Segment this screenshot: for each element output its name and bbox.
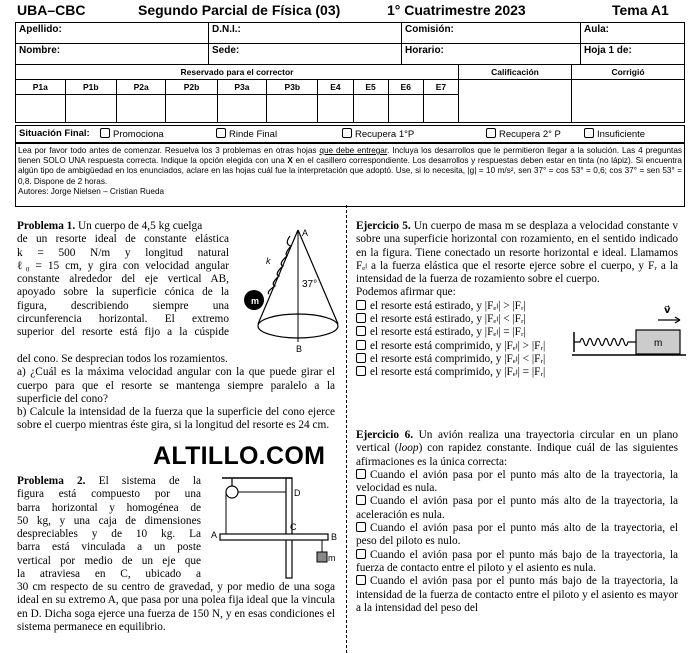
cone-figure bbox=[236, 220, 344, 355]
point-a-label: A bbox=[211, 530, 218, 540]
name-field[interactable]: Nombre: bbox=[16, 44, 209, 65]
instructions-x: X bbox=[287, 156, 293, 166]
exercise6-text: ) con rapidez constante. Indique cuál de las siguientes afirmaciones es la única correcta: bbox=[356, 442, 678, 468]
instructions-text: . Incluya los desarrollos que le permitieron llegar a la solución. Las 4 preguntas tienen SOLO UNA respuesta correcta. Indique la opción elegida con una bbox=[18, 146, 682, 166]
classroom-field[interactable]: Aula: bbox=[581, 23, 685, 44]
reserved-label: Reservado para el corrector bbox=[16, 65, 459, 80]
problem1-body bbox=[17, 353, 335, 433]
spring-block-figure bbox=[568, 302, 688, 364]
score-cell[interactable] bbox=[318, 95, 353, 123]
problem1-line: constante alrededor del eje vertical AB, bbox=[17, 273, 229, 286]
problem2-intro bbox=[17, 475, 201, 581]
score-cell[interactable] bbox=[388, 95, 423, 123]
grade-cell[interactable] bbox=[459, 80, 572, 123]
spring-icon bbox=[574, 339, 636, 346]
problem1-line: del cono. Se desprecian todos los rozamientos. bbox=[17, 353, 228, 365]
commission-field[interactable]: Comisión: bbox=[402, 23, 581, 44]
problem2-line: barra está vinculada a un poste bbox=[17, 541, 201, 554]
watermark-logo: ALTILLO.COM bbox=[153, 442, 326, 470]
grade-item: P2a bbox=[116, 80, 166, 95]
institution-label: UBA–CBC bbox=[17, 2, 86, 18]
checkbox-icon[interactable] bbox=[356, 300, 366, 310]
exercise5-option[interactable]: el resorte está estirado, y |Fₑₗ| < |Fᵣ| bbox=[356, 313, 678, 326]
checkbox-icon[interactable] bbox=[356, 522, 366, 532]
point-a-label: A bbox=[302, 228, 309, 238]
exercise6-option[interactable]: Cuando el avión pasa por el punto más bajo de la trayectoria, la intensidad de la fuerza de contacto entre el piloto y el asiento es mayor a la intensidad del peso del bbox=[356, 575, 678, 614]
problem2-line: El sistema de la bbox=[98, 475, 201, 487]
exercise6-option[interactable]: Cuando el avión pasa por el punto más alto de la trayectoria, el peso del piloto es nulo. bbox=[356, 522, 678, 548]
instructions-text: en el casillero correspondiente. Los desarrollos y respuestas deben estar en tinta (no lápiz). Si encuentra algún tipo de ambigüedad en los enunciados, aclare en las hojas cuál fue la interpretación que adoptó. Use, si lo necesita, |g| = 10 m/s², sen 37° = cos 53° = 0,6; cos 37° = sen 53° = 0,8. Dispone de 2 horas. bbox=[18, 156, 682, 186]
instructions-text: Lea por favor todo antes de comenzar. Resuelva los 3 problemas en otras hojas bbox=[18, 146, 320, 155]
problem2-line: la atraviesa en C, ubicado a bbox=[17, 568, 201, 581]
exercise6-option[interactable]: Cuando el avión pasa por el punto más alto de la trayectoria, la velocidad es nula. bbox=[356, 468, 678, 495]
problem1-intro bbox=[17, 220, 229, 340]
schedule-field[interactable]: Horario: bbox=[402, 44, 581, 65]
exercise5-option[interactable]: el resorte está estirado, y |Fₑₗ| > |Fᵣ| bbox=[356, 300, 678, 313]
score-cell[interactable] bbox=[65, 95, 116, 123]
grade-item: P3a bbox=[217, 80, 267, 95]
exercise5-title: Ejercicio 5. bbox=[356, 220, 411, 232]
grade-item: P1b bbox=[65, 80, 116, 95]
point-d-label: D bbox=[294, 488, 301, 498]
mass-label: m bbox=[251, 296, 260, 306]
grade-item: P2b bbox=[166, 80, 217, 95]
grade-item: E4 bbox=[318, 80, 353, 95]
checkbox-icon[interactable] bbox=[356, 313, 366, 323]
score-cell[interactable] bbox=[267, 95, 318, 123]
checkbox-icon[interactable] bbox=[356, 549, 366, 559]
problem2-body bbox=[17, 581, 335, 634]
checkbox-icon[interactable] bbox=[356, 340, 366, 350]
problem1-line: de un resorte ideal de constante elástica bbox=[17, 233, 229, 246]
problem1-line: superior del resorte está fijo a la cúspide bbox=[17, 326, 229, 339]
score-cell[interactable] bbox=[116, 95, 166, 123]
problem2-continuation: 30 cm respecto de su centro de gravedad, y por medio de una soga ideal en su extremo A, que pasa por una polea fija ideal que la vincula en D. Dicha soga ejerce una fuerza de 150 N, y en esas condiciones el sistema permanece en equilibrio. bbox=[17, 581, 335, 633]
grade-item: E7 bbox=[423, 80, 458, 95]
checkbox-icon[interactable] bbox=[486, 128, 496, 138]
theme-label: Tema A1 bbox=[612, 2, 669, 18]
pulley-icon bbox=[226, 486, 238, 498]
exam-header bbox=[0, 0, 700, 22]
exercise5-option[interactable]: el resorte está comprimido, y |Fₑₗ| = |Fᵣ| bbox=[356, 366, 678, 379]
corrector-label: Corrigió bbox=[572, 65, 685, 80]
score-cell[interactable] bbox=[423, 95, 458, 123]
problem1-line: figura, describiendo siempre una bbox=[17, 299, 229, 312]
problem2-line: vertical por medio de un eje que bbox=[17, 554, 201, 567]
grade-item: E6 bbox=[388, 80, 423, 95]
exercise5-option[interactable]: el resorte está comprimido, y |Fₑₗ| > |Fᵣ| bbox=[356, 340, 678, 353]
grading-table bbox=[15, 64, 685, 123]
checkbox-icon[interactable] bbox=[584, 128, 594, 138]
corrector-cell[interactable] bbox=[572, 80, 685, 123]
checkbox-icon[interactable] bbox=[356, 366, 366, 376]
exercise6-title: Ejercicio 6. bbox=[356, 429, 414, 441]
checkbox-icon[interactable] bbox=[356, 353, 366, 363]
point-c-label: C bbox=[290, 522, 297, 532]
campus-field[interactable]: Sede: bbox=[209, 44, 402, 65]
exercise6-text: Un avión realiza una trayectoria circular en un plano vertical ( bbox=[356, 429, 678, 455]
grade-item: P1a bbox=[16, 80, 66, 95]
final-status-label: Situación Final: bbox=[19, 128, 90, 139]
problem1-line: circunferencia horizontal. El extremo bbox=[17, 313, 229, 326]
checkbox-icon[interactable] bbox=[356, 469, 366, 479]
exercise6-block bbox=[356, 429, 678, 615]
problem2-title: Problema 2. bbox=[17, 475, 86, 487]
problem1-title: Problema 1. bbox=[17, 220, 76, 232]
grade-item: E5 bbox=[353, 80, 388, 95]
exercise5-option[interactable]: el resorte está comprimido, y |Fₑₗ| < |Fᵣ| bbox=[356, 353, 678, 366]
problem1-line: ℓ₀ = 15 cm, y gira con velocidad angular bbox=[17, 259, 229, 272]
authors-line: Autores: Jorge Nielsen – Cristian Rueda bbox=[18, 186, 165, 196]
checkbox-icon[interactable] bbox=[100, 128, 110, 138]
box-label: m bbox=[328, 553, 336, 563]
grade-label: Calificación bbox=[459, 65, 572, 80]
status-option-insuficiente[interactable]: Insuficiente bbox=[584, 128, 645, 140]
sheet-field[interactable]: Hoja 1 de: bbox=[581, 44, 685, 65]
exercise5-prompt: Podemos afirmar que: bbox=[356, 286, 456, 299]
problem2-line: despreciables y de 10 kg. La bbox=[17, 528, 201, 541]
point-b-label: B bbox=[296, 344, 303, 354]
bar-pulley-figure bbox=[204, 474, 344, 582]
problem1-part-b: b) Calcule la intensidad de la fuerza que la superficie del cono ejerce sobre el cuerpo mientras éste gira, si la longitud del resorte es 24 cm. bbox=[17, 406, 335, 432]
status-option-recupera-2[interactable]: Recupera 2° P bbox=[486, 128, 561, 140]
block-label: m bbox=[654, 338, 663, 349]
exercise5-text: Un cuerpo de masa m se desplaza a velocidad constante v sobre una superficie horizontal con rozamiento, en el sentido indicado en la figura. Tiene conectado un resorte horizontal e ideal. Llamamos Fₑₗ a la fuerza elástica que el resorte ejerce sobre el cuerpo, y Fᵣ a la intensidad de la fuerza de rozamiento sobre el cuerpo. bbox=[356, 220, 679, 286]
student-info-table bbox=[15, 22, 685, 65]
checkbox-icon[interactable] bbox=[356, 575, 366, 585]
column-divider bbox=[346, 205, 348, 653]
final-status-row bbox=[15, 125, 685, 143]
problem2-line: 50 kg, y una caja de dimensiones bbox=[17, 514, 201, 527]
exercise5-option[interactable]: el resorte está estirado, y |Fₑₗ| = |Fᵣ| bbox=[356, 326, 678, 339]
score-cell[interactable] bbox=[16, 95, 66, 123]
exercise6-option[interactable]: Cuando el avión pasa por el punto más bajo de la trayectoria, la fuerza de contacto entre el piloto y el asiento es nula. bbox=[356, 548, 678, 574]
status-option-recupera-1[interactable]: Recupera 1°P bbox=[342, 128, 414, 140]
problem1-line: apoyado sobre la superficie cónica de la bbox=[17, 286, 229, 299]
problem2-line: barra horizontal y homogénea de bbox=[17, 501, 201, 514]
exercise6-option[interactable]: Cuando el avión pasa por el punto más alto de la trayectoria, la aceleración es nula. bbox=[356, 495, 678, 521]
problem1-part-a: a) ¿Cuál es la máxima velocidad angular con la que puede girar el cuerpo para que el resorte se mantenga siempre paralelo a la superficie del cono? bbox=[17, 366, 335, 405]
spring-icon bbox=[268, 236, 291, 294]
angle-label: 37° bbox=[302, 279, 318, 290]
score-cell[interactable] bbox=[217, 95, 267, 123]
status-option-rinde-final[interactable]: Rinde Final bbox=[216, 128, 277, 140]
problem1-line: Un cuerpo de 4,5 kg cuelga bbox=[77, 220, 203, 232]
score-cell[interactable] bbox=[353, 95, 388, 123]
problem2-line: figura está compuesto por una bbox=[17, 488, 201, 501]
box-icon bbox=[317, 552, 327, 562]
status-option-promociona[interactable]: Promociona bbox=[100, 128, 164, 140]
term-label: 1° Cuatrimestre 2023 bbox=[387, 2, 526, 18]
instructions-box bbox=[15, 143, 685, 207]
score-cell[interactable] bbox=[166, 95, 217, 123]
checkbox-icon[interactable] bbox=[356, 326, 366, 336]
checkbox-icon[interactable] bbox=[356, 495, 366, 505]
exercise6-italic: loop bbox=[398, 442, 419, 455]
problem1-line: k = 500 N/m y longitud natural bbox=[17, 246, 229, 259]
spring-label: k bbox=[266, 256, 271, 266]
exam-title: Segundo Parcial de Física (03) bbox=[138, 2, 341, 18]
point-b-label: B bbox=[331, 532, 338, 542]
dni-field[interactable]: D.N.I.: bbox=[209, 23, 402, 44]
instructions-underlined: que debe entregar bbox=[319, 146, 388, 155]
checkbox-icon[interactable] bbox=[216, 128, 226, 138]
surname-field[interactable]: Apellido: bbox=[16, 23, 209, 44]
horizontal-bar bbox=[220, 534, 328, 540]
velocity-label: v⃗ bbox=[664, 305, 671, 316]
checkbox-icon[interactable] bbox=[342, 128, 352, 138]
grade-item: P3b bbox=[267, 80, 318, 95]
